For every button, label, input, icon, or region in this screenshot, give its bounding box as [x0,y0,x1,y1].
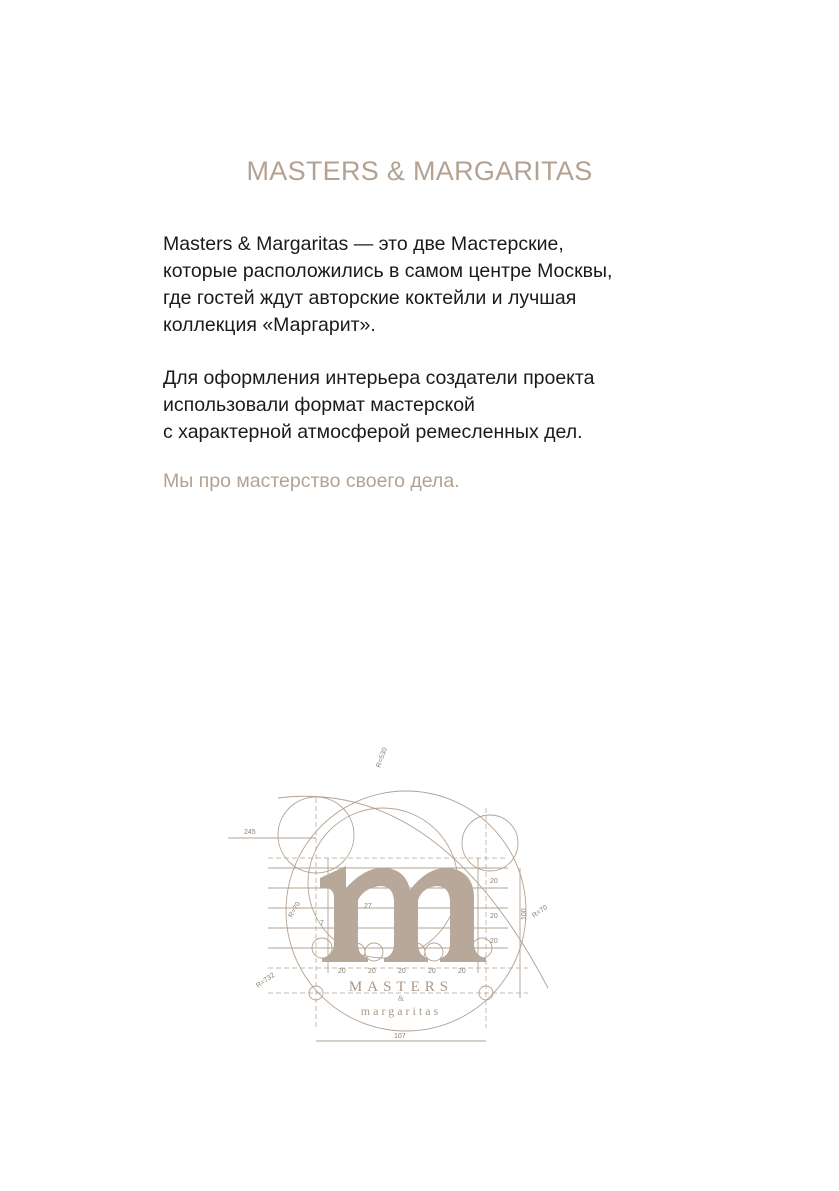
dimension-label: 20 [338,968,346,975]
logo-word-masters: MASTERS [348,979,454,995]
dimension-label: 20 [368,968,376,975]
dimension-label: 20 [490,913,498,920]
dimension-label: 100 [521,908,528,920]
dimension-label: 20 [490,878,498,885]
intro-line: Masters & Margaritas — это две Мастерские, [163,233,564,255]
dimension-label: 20 [490,938,498,945]
dimension-label: 245 [244,829,256,836]
intro-line: которые расположились в самом центре Москвы, [163,260,613,282]
dimension-label: R=530 [375,746,390,769]
interior-line: с характерной атмосферой ремесленных дел. [163,421,583,443]
dimension-label: R=732 [255,971,277,990]
dimension-label: R=70 [287,900,303,919]
dimension-label: R=70 [531,904,550,920]
dimension-label: 20 [398,968,406,975]
logo-construction-drawing [228,738,568,1048]
intro-line: где гостей ждут авторские коктейли и лучшая [163,287,577,309]
interior-paragraph [163,365,723,446]
logo-m-letter [320,866,486,962]
interior-line: Для оформления интерьера создатели проекта [163,367,595,389]
dimension-label: 20 [458,968,466,975]
top-right-circle [462,815,518,871]
logo-ampersand: & [397,994,405,1003]
page-title: MASTERS & MARGARITAS [246,156,593,186]
logo-word-margaritas: margaritas [360,1004,442,1018]
intro-line: коллекция «Маргарит». [163,314,376,336]
intro-paragraph [163,231,723,339]
dimension-label: 20 [428,968,436,975]
tagline: Мы про мастерство своего дела. [163,470,460,492]
interior-line: использовали формат мастерской [163,394,475,416]
dimension-label: 7 [320,920,324,927]
dimension-label: 27 [364,903,372,910]
dimension-label: 107 [394,1033,406,1040]
